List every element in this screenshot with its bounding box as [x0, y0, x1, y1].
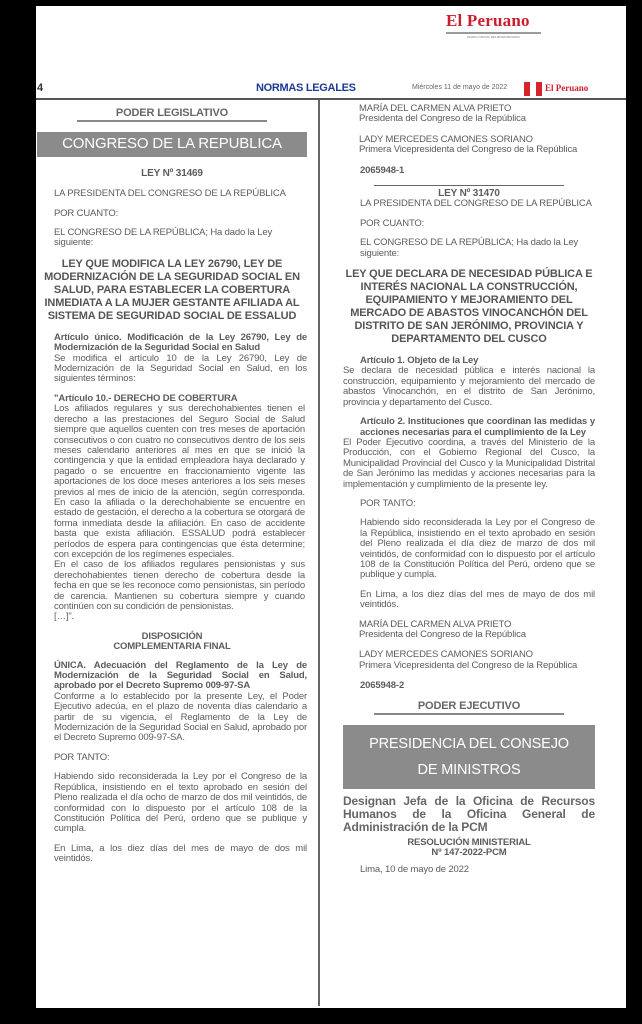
article-body: El Poder Ejecutivo coordina, a través del Ministerio de la Producción, con el Gobierno Regional del Cusco, la Municipalidad Provincial del Cusco y la Municipalidad Distrital de San Jerónimo las medidas y acciones necesarias para la implementación y cumplimiento de la presente ley. — [343, 436, 595, 490]
article-body: Se modifica el artículo 10 de la Ley 26790, Ley de Modernización de la Seguridad Social en Salud, en los siguientes términos: — [54, 352, 307, 385]
masthead-logo-sub: DIARIO OFICIAL DEL BICENTENARIO — [467, 35, 520, 39]
por-tanto: POR TANTO: — [54, 751, 110, 763]
article-heading: Artículo único. Modificación de la Ley 26790, Ley de Modernización de la Seguridad Social en Salud — [54, 331, 307, 354]
quote-end: […]". — [54, 611, 75, 623]
signatory-role: Primera Vicepresidenta del Congreso de la República — [359, 659, 578, 671]
signatory-name: MARÍA DEL CARMEN ALVA PRIETO — [359, 103, 512, 114]
banner-pcm — [343, 725, 595, 789]
resolution-number: Nº 147-2022-PCM — [431, 847, 507, 859]
section-title-ejecutivo: PODER EJECUTIVO — [374, 701, 564, 715]
document-code: 2065948-1 — [360, 164, 405, 176]
masthead-logo-text: El Peruano — [446, 11, 530, 30]
banner-pcm-line1: PRESIDENCIA DEL CONSEJO — [369, 736, 569, 753]
por-tanto: POR TANTO: — [360, 497, 416, 509]
signature-block — [343, 135, 595, 156]
signature-block — [343, 104, 595, 125]
quote-heading: "Artículo 10.- DERECHO DE COBERTURA — [54, 392, 238, 404]
article-heading: Artículo 1. Objeto de la Ley — [360, 355, 479, 367]
resolution-type: RESOLUCIÓN MINISTERIAL — [407, 837, 531, 849]
article-body: Se declara de necesidad pública e interés nacional la construcción, equipamiento y mejoramiento del mercado de abastos Vinocanchón, en el distrito de San Jerónimo, provincia y departamento del Cusco. — [343, 365, 595, 408]
left-column — [37, 104, 307, 874]
place-date: En Lima, a los diez días del mes de mayo de dos mil veintidós. — [54, 842, 307, 865]
signatory-name: LADY MERCEDES CAMONES SORIANO — [359, 649, 533, 661]
intro-line: POR CUANTO: — [54, 207, 119, 219]
article-heading: Artículo 2. Instituciones que coordinan las medidas y acciones necesarias para el cumplimiento de la Ley — [360, 416, 595, 438]
masthead-logo — [446, 11, 541, 39]
signatory-name: MARÍA DEL CARMEN ALVA PRIETO — [359, 618, 512, 630]
law-title: LEY QUE MODIFICA LA LEY 26790, LEY DE MODERNIZACIÓN DE LA SEGURIDAD SOCIAL EN SALUD, PARA ESTABLECER LA COBERTURA INMEDIATA A LA MUJER GESTANTE AFILIADA AL SISTEMA DE SEGURIDAD SOCIAL DE ESSALUD — [44, 257, 300, 322]
disposition-heading: DISPOSICIÓN — [141, 630, 203, 642]
promulgation-text: Habiendo sido reconsiderada la Ley por el Congreso de la República, insistiendo en el texto aprobado en sesión del Pleno realizada el día diez de marzo de dos mil veintidós, de conformidad con lo dispuesto por el artículo 108 de la Constitución Política del Perú, ordeno que se publique y cumpla. — [360, 517, 595, 581]
page-number: 4 — [37, 82, 44, 94]
intro-line: LA PRESIDENTA DEL CONGRESO DE LA REPÚBLICA — [360, 198, 592, 210]
section-title-legislativo: PODER LEGISLATIVO — [77, 108, 267, 122]
law-number: LEY Nº 31469 — [141, 167, 203, 179]
header-brand: El Peruano — [545, 83, 589, 93]
resolution-date: Lima, 10 de mayo de 2022 — [360, 863, 469, 875]
signatory-role: Presidenta del Congreso de la República — [359, 113, 526, 125]
banner-congreso: CONGRESO DE LA REPUBLICA — [37, 132, 307, 156]
signatory-name: LADY MERCEDES CAMONES SORIANO — [359, 133, 533, 145]
signatory-role: Presidenta del Congreso de la República — [359, 629, 526, 640]
place-date: En Lima, a los diez días del mes de mayo de dos mil veintidós. — [360, 588, 595, 611]
intro-line: EL CONGRESO DE LA REPÚBLICA; Ha dado la Ley siguiente: — [360, 237, 579, 259]
quote-paragraph: Los afiliados regulares y sus derechohabientes tienen el derecho a las prestaciones del Seguro Social de Salud siempre que aquellos cuenten con tres meses de aportación consecutivos o con cuatro no consecutivos dentro de los seis meses calendario anteriores al mes en que se inició la contingencia y que la entidad empleadora haya declarado y pagado o se encuentre en fraccionamiento vigente las aportaciones de los doce meses anteriores a los seis meses previos al mes de inicio de la atención, según corresponda. En caso la afiliada o la derechohabiente se encuentre en estado de gestación, el derecho a la cobertura se otorgará de forma inmediata desde la afiliación. En caso de accidente basta que exista afiliación. ESSALUD podrá establecer períodos de espera para contingencias que ésta determine; con excepción de los regímenes especiales. — [54, 403, 305, 560]
masthead-logo-rule — [446, 32, 541, 34]
signature-block — [343, 650, 595, 671]
peru-coat-of-arms-icon — [524, 82, 542, 96]
law-number: LEY Nº 31470 — [374, 185, 564, 199]
banner-pcm-line2: DE MINISTROS — [417, 762, 521, 779]
unica-body: Conforme a lo establecido por la presente Ley, el Poder Ejecutivo adecúa, en el plazo de noventa días calendario a partir de su vigencia, el Reglamento de la Ley de Modernización de la Seguridad Social en Salud, aprobado por el Decreto Supremo 009-97-SA. — [54, 690, 307, 744]
intro-line: LA PRESIDENTA DEL CONGRESO DE LA REPÚBLICA — [54, 188, 286, 200]
intro-line: EL CONGRESO DE LA REPÚBLICA; Ha dado la Ley siguiente: — [54, 227, 273, 249]
document-code: 2065948-2 — [360, 680, 405, 692]
disposition-subheading: COMPLEMENTARIA FINAL — [113, 641, 231, 653]
intro-line: POR CUANTO: — [360, 217, 425, 229]
column-divider — [318, 100, 320, 1006]
law-title: LEY QUE DECLARA DE NECESIDAD PÚBLICA E INTERÉS NACIONAL LA CONSTRUCCIÓN, EQUIPAMIENTO Y MEJORAMIENTO DEL MERCADO DE ABASTOS VINOCANCHÓN DEL DISTRITO DE SAN JERÓNIMO, PROVINCIA Y DEPARTAMENTO DEL CUSCO — [345, 268, 593, 346]
promulgation-text: Habiendo sido reconsiderada la Ley por el Congreso de la República, insistiendo en el texto aprobado en sesión del Pleno realizada el día ocho de marzo de dos mil veintidós, de conformidad con lo dispuesto por el artículo 108 de la Constitución Política del Perú, ordeno que se publique y cumpla. — [54, 771, 307, 835]
resolution-title: Designan Jefa de la Oficina de Recursos Humanos de la Oficina General de Administración de la PCM — [343, 794, 595, 835]
newspaper-page — [36, 6, 626, 1008]
section-name: NORMAS LEGALES — [256, 82, 356, 94]
unica-heading: ÚNICA. Adecuación del Reglamento de la Ley de Modernización de la Seguridad Social en Salud, aprobado por el Decreto Supremo 009-97-SA — [54, 659, 307, 692]
signatory-role: Primera Vicepresidenta del Congreso de la República — [359, 144, 578, 156]
page-header — [36, 80, 626, 100]
signature-block — [343, 620, 595, 641]
quote-paragraph: En el caso de los afiliados regulares pensionistas y sus derechohabientes tienen derecho de cobertura desde la fecha en que se les reconoce como pensionistas, sin período de carencia. Mantienen su cobertura siempre y cuando continúen con su condición de pensionistas. — [54, 559, 305, 612]
issue-date: Miércoles 11 de mayo de 2022 — [412, 84, 508, 91]
right-column — [343, 104, 595, 884]
